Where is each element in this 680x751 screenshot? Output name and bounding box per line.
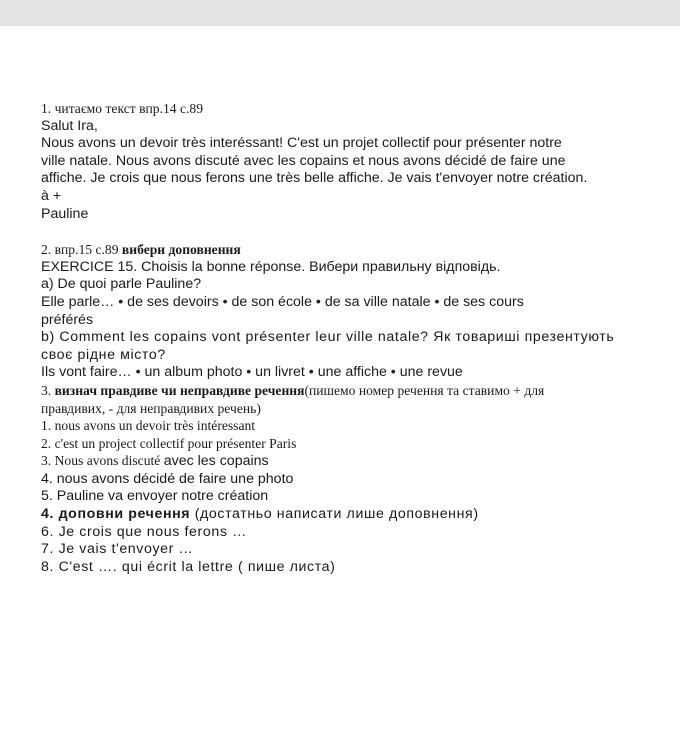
question-b-line-1: b) Comment les copains vont présenter leur ville natale? Як товариші презентують (41, 329, 615, 346)
letter-signature: Pauline (41, 205, 89, 222)
exercise-title: EXERCICE 15. Choisis la bonne réponse. Вибери правильну відповідь. (41, 258, 501, 275)
statement-1: 1. nous avons un devoir très intéressant (41, 418, 256, 434)
task3-header (41, 382, 666, 400)
statement-3 (41, 452, 666, 471)
question-b-options: Ils vont faire… • un album photo • un livret • une affiche • une revue (41, 364, 463, 381)
task4-header (41, 506, 666, 524)
question-a-options-cont: préférés (41, 311, 94, 328)
statement-6: 6. Je crois que nous ferons … (41, 523, 247, 540)
task4-header-bold: 4. доповни речення (41, 506, 191, 523)
spacer (41, 223, 666, 241)
top-bar (0, 0, 680, 26)
letter-line-3: affiche. Je crois que nous ferons une très belle affiche. Je vais t'envoyer notre création. (41, 170, 588, 187)
question-a: a) De quoi parle Pauline? (41, 276, 202, 293)
task3-header-num: 3. (41, 382, 55, 398)
task2-header (41, 241, 666, 259)
task4-header-rest: (достатньо написати лише доповнення) (190, 506, 479, 523)
task2-header-bold: вибери доповнення (121, 242, 241, 258)
letter-line-4: à + (41, 187, 62, 204)
task2-header-plain: 2. впр.15 с.89 (41, 242, 122, 258)
letter-greeting: Salut Ira, (41, 117, 98, 134)
statement-3-a: 3. Nous avons discuté (41, 453, 164, 469)
task3-header-line-2: правдивих, - для неправдивих речень) (41, 400, 261, 416)
task1-header: 1. читаємо текст впр.14 с.89 (41, 101, 203, 116)
statement-5: 5. Pauline va envoyer notre création (41, 488, 269, 505)
document-body (41, 100, 666, 576)
statement-4: 4. nous avons décidé de faire une photo (41, 470, 294, 487)
letter-line-1: Nous avons un devoir très interéssant! C'est un projet collectif pour présenter notre (41, 135, 562, 152)
question-b-line-2: своє рідне місто? (41, 346, 166, 363)
task3-header-rest: (пишемо номер речення та ставимо + для (304, 382, 545, 398)
statement-2: 2. c'est un project collectif pour présenter Paris (41, 435, 297, 451)
statement-3-b: avec les copains (163, 453, 269, 470)
letter-line-2: ville natale. Nous avons discuté avec les copains et nous avons décidé de faire une (41, 152, 566, 169)
statement-8: 8. C'est …. qui écrit la lettre ( пише листа) (41, 558, 336, 575)
task3-header-bold: визнач правдиве чи неправдиве речення (54, 382, 305, 398)
question-a-options: Elle parle… • de ses devoirs • de son école • de sa ville natale • de ses cours (41, 293, 524, 310)
statement-7: 7. Je vais t'envoyer … (41, 541, 194, 558)
